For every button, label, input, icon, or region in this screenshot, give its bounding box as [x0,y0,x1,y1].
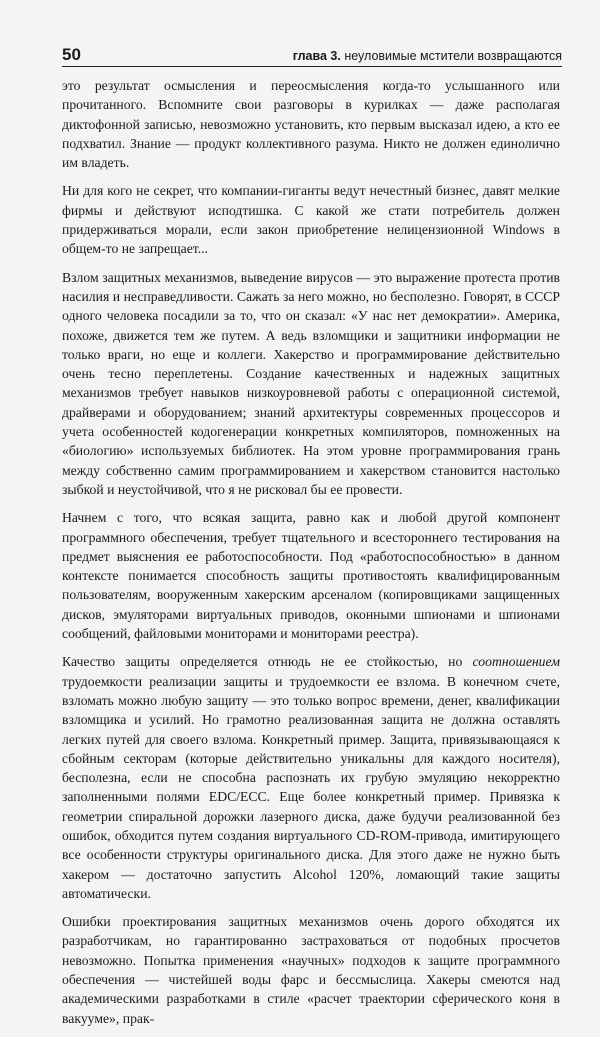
page-number: 50 [62,45,81,64]
paragraph: Взлом защитных механизмов, выведение вирусов — это выражение протеста против насилия и несправедливости. Сажать за него можно, но бесполезно. Говорят, в СССР одного человека посадили за то, что он сказал: «У нас нет демократии». Америка, похоже, движется тем же путем. А ведь взломщики и защитники информации не только враги, но еще и коллеги. Хакерство и программирование действительно очень тесно переплетены. Создание качественных и надежных защитных механизмов требует навыков низкоуровневой работы с операционной системой, драйверами и оборудованием; знаний архитектуры современных процессоров и учета особенностей кодогенерации конкретных компиляторов, помноженных на «биологию» используемых библиотек. На этом уровне программирования грань между собственно самим программированием и хакерством становится настолько зыбкой и неустойчивой, что я не рисковал бы ее провести. [62,269,560,497]
chapter-title: неуловимые мстители возвращаются [344,49,562,63]
running-title [293,48,562,66]
paragraph: Ошибки проектирования защитных механизмов очень дорого обходятся их разработчикам, но гарантированно застраховаться от подобных просчетов невозможно. Попытка применения «научных» подходов к защите программного обеспечения — чистейшей воды фарс и бессмыслица. Хакеры смеются над академическими разработками в стиле «расчет траектории сферического коня в вакууме», прак- [62,914,560,1026]
paragraph: Ни для кого не секрет, что компании-гиганты ведут нечестный бизнес, давят мелкие фирмы и действуют исподтишка. С какой же стати потребитель должен придерживаться морали, если закон приобретение нелицензионной Windows в общем-то не запрещает... [62,183,560,257]
paragraph: Начнем с того, что всякая защита, равно как и любой другой компонент программного обеспечения, требует тщательного и всестороннего тестирования на предмет выяснения ее работоспособности. Под «работоспособностью» в данном контексте понимается способность защиты противостоять квалифицированным пользователям, вооруженным хакерским арсеналом (копировщиками защищенных дисков, эмуляторами виртуальных приводов, оконными шпионами и шпионами сообщений, файловыми мониторами и мониторами реестра). [62,510,560,642]
paragraph: это результат осмысления и переосмысления когда-то услышанного или прочитанного. Вспомните свои разговоры в курилках — даже располагая диктофонной записью, невозможно установить, кто первым высказал идею, а кто ее подхватил. Знание — продукт коллективного разума. Никто не должен единолично им владеть. [62,78,560,171]
emphasis-text: соотношением [472,654,560,670]
paragraph-text: Качество защиты определяется отнюдь не ее стойкостью, но [62,654,473,670]
chapter-label: глава 3. [292,49,341,63]
body-text [62,76,560,1037]
paragraph-text: трудоемкости реализации защиты и трудоемкости ее взлома. В конечном счете, взломать можно любую защиту — это только вопрос времени, денег, квалификации взломщика и усилий. Но грамотно реализованная защита не должна оставлять легких путей для своего взлома. Конкретный пример. Защита, привязывающаяся к сбойным секторам (которые действительно уникальны для каждого носителя), бесполезна, если не способна распознать их грубую эмуляцию некорректно заполненными полями EDC/ECC. Еще более конкретный пример. Привязка к геометрии спиральной дорожки лазерного диска, даже будучи реализованной без ошибок, обходится путем создания виртуального CD-ROM-привода, имитирующего все особенности структуры оригинального диска. Для этого даже не нужно быть хакером — достаточно запустить Alcohol 120%, ломающий такие защиты автоматически. [62,673,560,901]
paragraph [62,652,560,903]
page-header [62,44,562,67]
